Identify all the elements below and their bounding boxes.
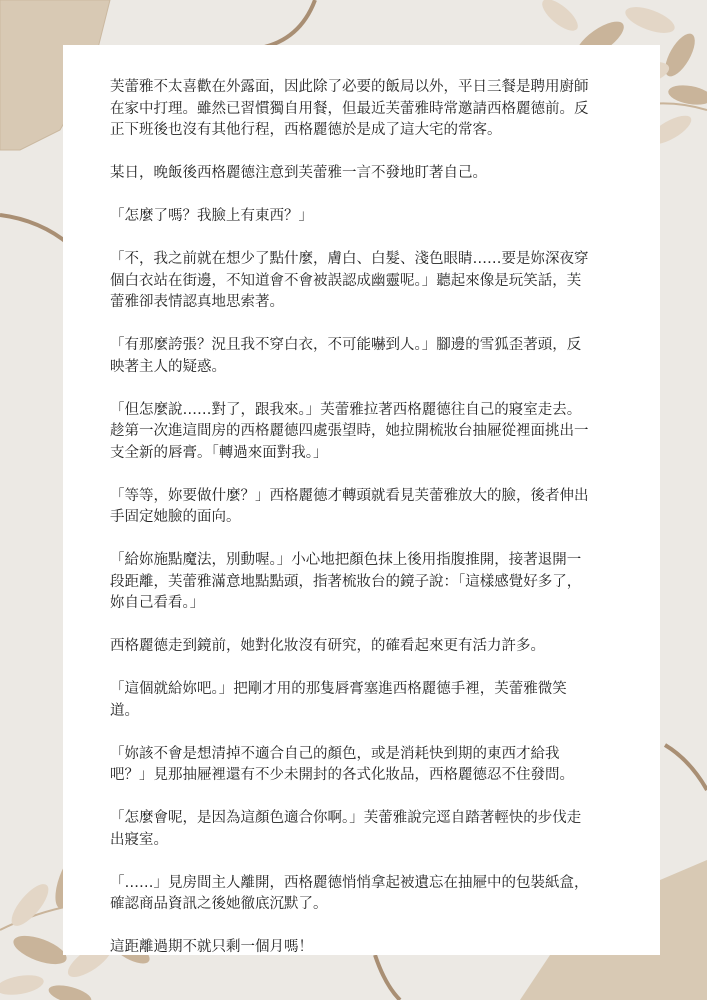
paragraph: 某日，晚飯後西格麗德注意到芙蕾雅一言不發地盯著自己。 — [110, 165, 487, 181]
story-text — [110, 77, 590, 980]
paragraph: 「有那麼誇張？況且我不穿白衣，不可能嚇到人。」腳邊的雪狐歪著頭，反映著主人的疑惑。 — [110, 337, 582, 375]
paragraph: 「等等，妳要做什麼？」西格麗德才轉頭就看見芙蕾雅放大的臉，後者伸出手固定她臉的面向。 — [110, 487, 589, 525]
paragraph: 「妳該不會是想清掉不適合自己的顏色，或是消耗快到期的東西才給我吧？」見那抽屜裡還有不少未開封的各式化妝品，西格麗德忍不住發問。 — [110, 745, 574, 783]
paragraph: 「……」見房間主人離開，西格麗德悄悄拿起被遺忘在抽屜中的包裝紙盒，確認商品資訊之後她徹底沉默了。 — [110, 874, 589, 912]
decorative-arc-top — [260, 0, 315, 48]
paragraph: 西格麗德走到鏡前，她對化妝沒有研究，的確看起來更有活力許多。 — [110, 638, 545, 654]
paragraph: 芙蕾雅不太喜歡在外露面，因此除了必要的飯局以外，平日三餐是聘用廚師在家中打理。雖然已習慣獨自用餐，但最近芙蕾雅時常邀請西格麗德前。反正下班後也沒有其他行程，西格麗德於是成了這大宅的常客。 — [110, 79, 589, 138]
decorative-arc-left — [0, 215, 70, 245]
paragraph: 「怎麼會呢，是因為這顏色適合你啊。」芙蕾雅說完逕自踏著輕快的步伐走出寢室。 — [110, 810, 582, 848]
paragraph: 「這個就給妳吧。」把剛才用的那隻唇膏塞進西格麗德手裡，芙蕾雅微笑道。 — [110, 681, 567, 719]
paragraph: 「不，我之前就在想少了點什麼，膚白、白髮、淺色眼睛……要是妳深夜穿個白衣站在街邊，不知道會不會被誤認成幽靈呢。」聽起來像是玩笑話，芙蕾雅卻表情認真地思索著。 — [110, 251, 589, 310]
decorative-arc-right — [665, 745, 707, 790]
paragraph: 「但怎麼說……對了，跟我來。」芙蕾雅拉著西格麗德往自己的寢室走去。趁第一次進這間房的西格麗德四處張望時，她拉開梳妝台抽屜從裡面挑出一支全新的唇膏。「轉過來面對我。」 — [110, 401, 589, 461]
paragraph: 「給妳施點魔法，別動喔。」小心地把顏色抹上後用指腹推開，接著退開一段距離，芙蕾雅滿意地點點頭，指著梳妝台的鏡子說：「這樣感覺好多了，妳自己看看。」 — [110, 552, 582, 611]
paragraph: 「怎麼了嗎？我臉上有東西？」 — [110, 208, 313, 224]
paragraph: 這距離過期不就只剩一個月嗎！ — [110, 939, 313, 955]
